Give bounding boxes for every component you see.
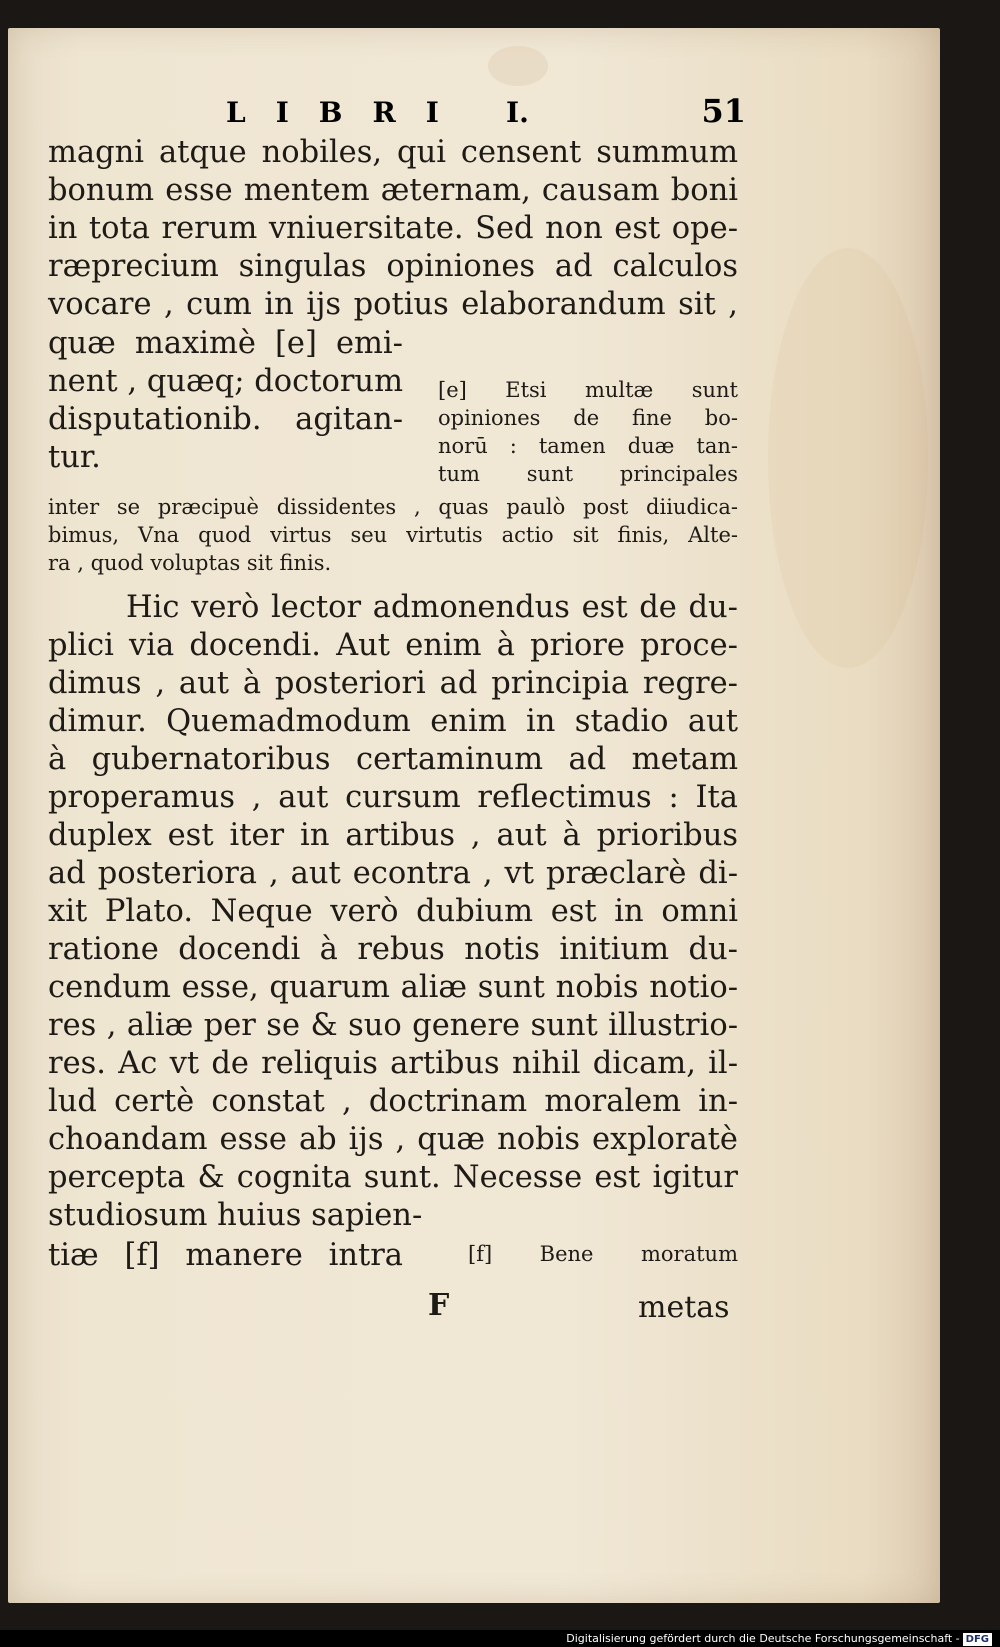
signature-mark: F [428, 1288, 450, 1323]
text-line: properamus , aut cursum reflectimus : Ita [48, 780, 738, 815]
note-line: ra , quod voluptas sit finis. [48, 551, 332, 575]
text-line: magni atque nobiles, qui censent summum [48, 135, 738, 170]
dfg-logo: DFG [963, 1633, 992, 1646]
text-line: cendum esse, quarum aliæ sunt nobis notio- [48, 970, 738, 1005]
text-line: ræprecium singulas opiniones ad calculos [48, 249, 738, 284]
text-line: choandam esse ab ijs , quæ nobis exploratè [48, 1122, 738, 1157]
running-header [56, 90, 746, 136]
text-line: disputationib. agitan- [48, 402, 403, 437]
page-number: 51 [701, 92, 746, 130]
header-word: LIBRI [226, 96, 469, 129]
header-book-number: I. [506, 96, 529, 129]
note-line: bimus, Vna quod virtus seu virtutis actio sit finis, Alte- [48, 523, 738, 547]
text-line: xit Plato. Neque verò dubium est in omni [48, 894, 738, 929]
text-line: studiosum huius sapien- [48, 1198, 423, 1233]
text-line: plici via docendi. Aut enim à priore proce- [48, 628, 738, 663]
text-line: à gubernatoribus certaminum ad metam [48, 742, 738, 777]
marginal-note-e: norū : tamen duæ tan- [438, 434, 738, 458]
text-line: vocare , cum in ijs potius elaborandum sit , [48, 287, 738, 322]
text-line: quæ maximè [e] emi- [48, 326, 403, 361]
text-line: tiæ [f] manere intra [48, 1238, 403, 1273]
text-line: res. Ac vt de reliquis artibus nihil dicam, il- [48, 1046, 738, 1081]
paper-stain [488, 46, 548, 86]
marginal-note-e: [e] Etsi multæ sunt [438, 378, 738, 402]
marginal-note-f: [f] Bene moratum [468, 1242, 738, 1266]
credit-text: Digitalisierung gefördert durch die Deutsche Forschungsgemeinschaft - [566, 1632, 960, 1645]
note-line: inter se præcipuè dissidentes , quas paulò post diiudica- [48, 495, 738, 519]
marginal-note-e: tum sunt principales [438, 462, 738, 486]
text-line: lud certè constat , doctrinam moralem in- [48, 1084, 738, 1119]
text-line: bonum esse mentem æternam, causam boni [48, 173, 738, 208]
text-line: res , aliæ per se & suo genere sunt illustrio- [48, 1008, 738, 1043]
catchword: metas [638, 1290, 730, 1325]
text-line: ad posteriora , aut econtra , vt præclarè di- [48, 856, 738, 891]
text-line: nent , quæq; doctorum [48, 364, 403, 399]
paper-stain [768, 248, 928, 668]
text-line: tur. [48, 440, 101, 475]
text-line: in tota rerum vniuersitate. Sed non est ope- [48, 211, 738, 246]
book-page [8, 28, 940, 1603]
text-line: duplex est iter in artibus , aut à prioribus [48, 818, 738, 853]
text-line: ratione docendi à rebus notis initium du- [48, 932, 738, 967]
marginal-note-e: opiniones de fine bo- [438, 406, 738, 430]
digitization-credit [0, 1630, 1000, 1647]
text-line: percepta & cognita sunt. Necesse est igitur [48, 1160, 738, 1195]
text-line: dimus , aut à posteriori ad principia regre- [48, 666, 738, 701]
text-line: dimur. Quemadmodum enim in stadio aut [48, 704, 738, 739]
text-line: Hic verò lector admonendus est de du- [126, 590, 738, 625]
